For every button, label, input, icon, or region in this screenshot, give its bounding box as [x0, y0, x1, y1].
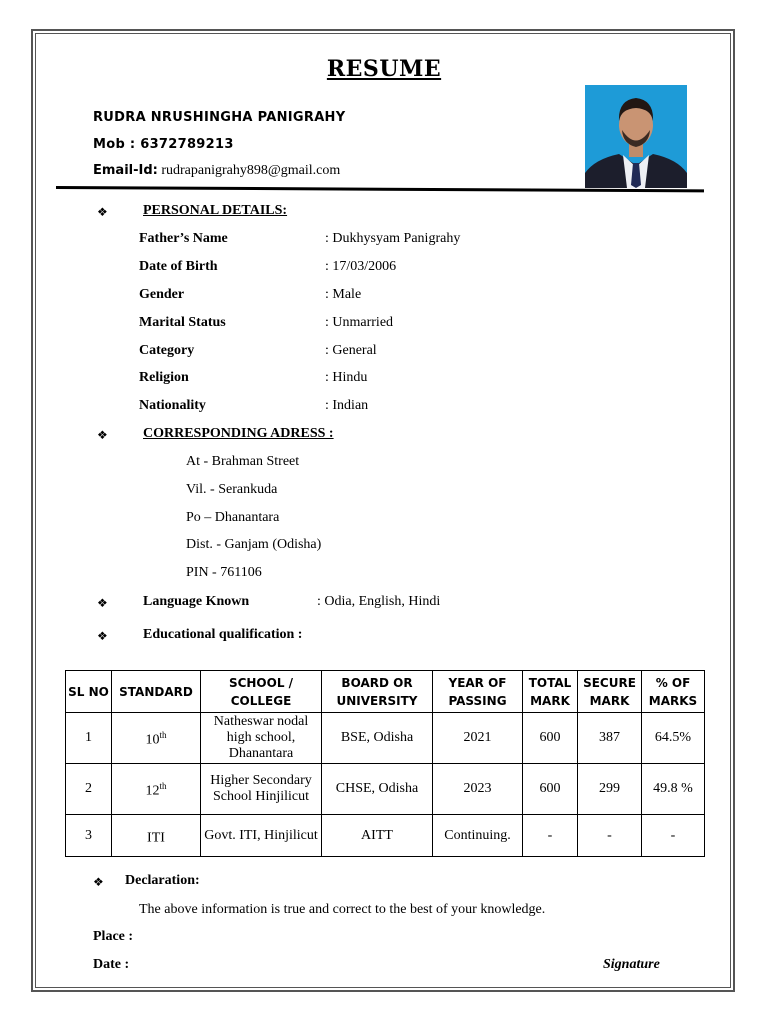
cell-percent: 64.5% — [642, 713, 705, 764]
marital-status-label: Marital Status — [139, 315, 226, 330]
table-row — [66, 815, 705, 857]
cell-percent: 49.8 % — [642, 764, 705, 815]
cell-year: 2021 — [433, 713, 523, 764]
education-table — [65, 670, 705, 857]
table-row — [66, 713, 705, 764]
email-label: Email-Id: — [93, 163, 158, 178]
resume-title: RESUME — [326, 56, 442, 82]
marital-status-value: : Unmarried — [325, 315, 394, 330]
bullet-language: ❖ — [97, 596, 108, 610]
cell-sl: 3 — [66, 815, 112, 857]
cell-total: 600 — [523, 713, 578, 764]
email-value: rudrapanigrahy898@gmail.com — [161, 163, 341, 178]
col-header-percent: % OF MARKS — [642, 671, 705, 713]
cell-board: CHSE, Odisha — [322, 764, 433, 815]
gender-label: Gender — [139, 287, 185, 302]
cell-year: 2023 — [433, 764, 523, 815]
category-value: : General — [325, 343, 377, 358]
cell-year: Continuing. — [433, 815, 523, 857]
cell-sl: 2 — [66, 764, 112, 815]
cell-secure: 299 — [578, 764, 642, 815]
cell-standard — [112, 815, 201, 857]
address-line-post: Po – Dhanantara — [186, 510, 280, 525]
religion-label: Religion — [139, 370, 189, 385]
email-row — [93, 163, 340, 179]
address-heading: CORRESPONDING ADRESS : — [143, 426, 334, 441]
cell-school: Natheswar nodal high school, Dhanantara — [201, 713, 322, 764]
col-header-standard: STANDARD — [112, 671, 201, 713]
col-header-secure: SECURE MARK — [578, 671, 642, 713]
cell-secure: - — [578, 815, 642, 857]
table-header-row — [66, 671, 705, 713]
cell-standard — [112, 713, 201, 764]
signature-label: Signature — [603, 957, 660, 972]
gender-value: : Male — [325, 287, 362, 302]
personal-details-heading: PERSONAL DETAILS: — [143, 203, 288, 218]
dob-label: Date of Birth — [139, 259, 218, 274]
address-line-village: Vil. - Serankuda — [186, 482, 278, 497]
col-header-year: YEAR OF PASSING — [433, 671, 523, 713]
col-header-school: SCHOOL / COLLEGE — [201, 671, 322, 713]
person-photo-icon — [585, 85, 687, 188]
cell-board: AITT — [322, 815, 433, 857]
col-header-sl: SL NO — [66, 671, 112, 713]
col-header-total: TOTAL MARK — [523, 671, 578, 713]
candidate-name: RUDRA NRUSHINGHA PANIGRAHY — [93, 110, 346, 125]
cell-school: Govt. ITI, Hinjilicut — [201, 815, 322, 857]
cell-sl: 1 — [66, 713, 112, 764]
standard-suffix: th — [159, 730, 167, 741]
profile-photo — [585, 85, 687, 188]
cell-board: BSE, Odisha — [322, 713, 433, 764]
bullet-address: ❖ — [97, 428, 108, 442]
declaration-label: Declaration: — [125, 873, 200, 888]
cell-standard — [112, 764, 201, 815]
bullet-declaration: ❖ — [93, 875, 104, 889]
col-header-board: BOARD OR UNIVERSITY — [322, 671, 433, 713]
standard-value: 10 — [145, 732, 160, 748]
bullet-personal: ❖ — [97, 205, 108, 219]
cell-percent: - — [642, 815, 705, 857]
education-label: Educational qualification : — [143, 627, 303, 642]
nationality-label: Nationality — [139, 398, 206, 413]
address-line-pin: PIN - 761106 — [186, 565, 262, 580]
fathers-name-label: Father’s Name — [139, 231, 228, 246]
date-label: Date : — [93, 957, 130, 972]
cell-school: Higher Secondary School Hinjilicut — [201, 764, 322, 815]
category-label: Category — [139, 343, 195, 358]
address-line-street: At - Brahman Street — [186, 454, 300, 469]
standard-value: ITI — [147, 830, 165, 846]
cell-total: 600 — [523, 764, 578, 815]
place-label: Place : — [93, 929, 134, 944]
standard-suffix: th — [159, 781, 167, 792]
declaration-text: The above information is true and correct to the best of your knowledge. — [139, 902, 546, 917]
cell-total: - — [523, 815, 578, 857]
mobile-number: Mob : 6372789213 — [93, 137, 234, 152]
language-value: : Odia, English, Hindi — [317, 594, 441, 609]
cell-secure: 387 — [578, 713, 642, 764]
table-row — [66, 764, 705, 815]
dob-value: : 17/03/2006 — [325, 259, 397, 274]
standard-value: 12 — [145, 783, 160, 799]
bullet-education: ❖ — [97, 629, 108, 643]
nationality-value: : Indian — [325, 398, 369, 413]
fathers-name-value: : Dukhysyam Panigrahy — [325, 231, 461, 246]
religion-value: : Hindu — [325, 370, 368, 385]
address-line-district: Dist. - Ganjam (Odisha) — [186, 537, 322, 552]
language-label: Language Known — [143, 594, 250, 609]
